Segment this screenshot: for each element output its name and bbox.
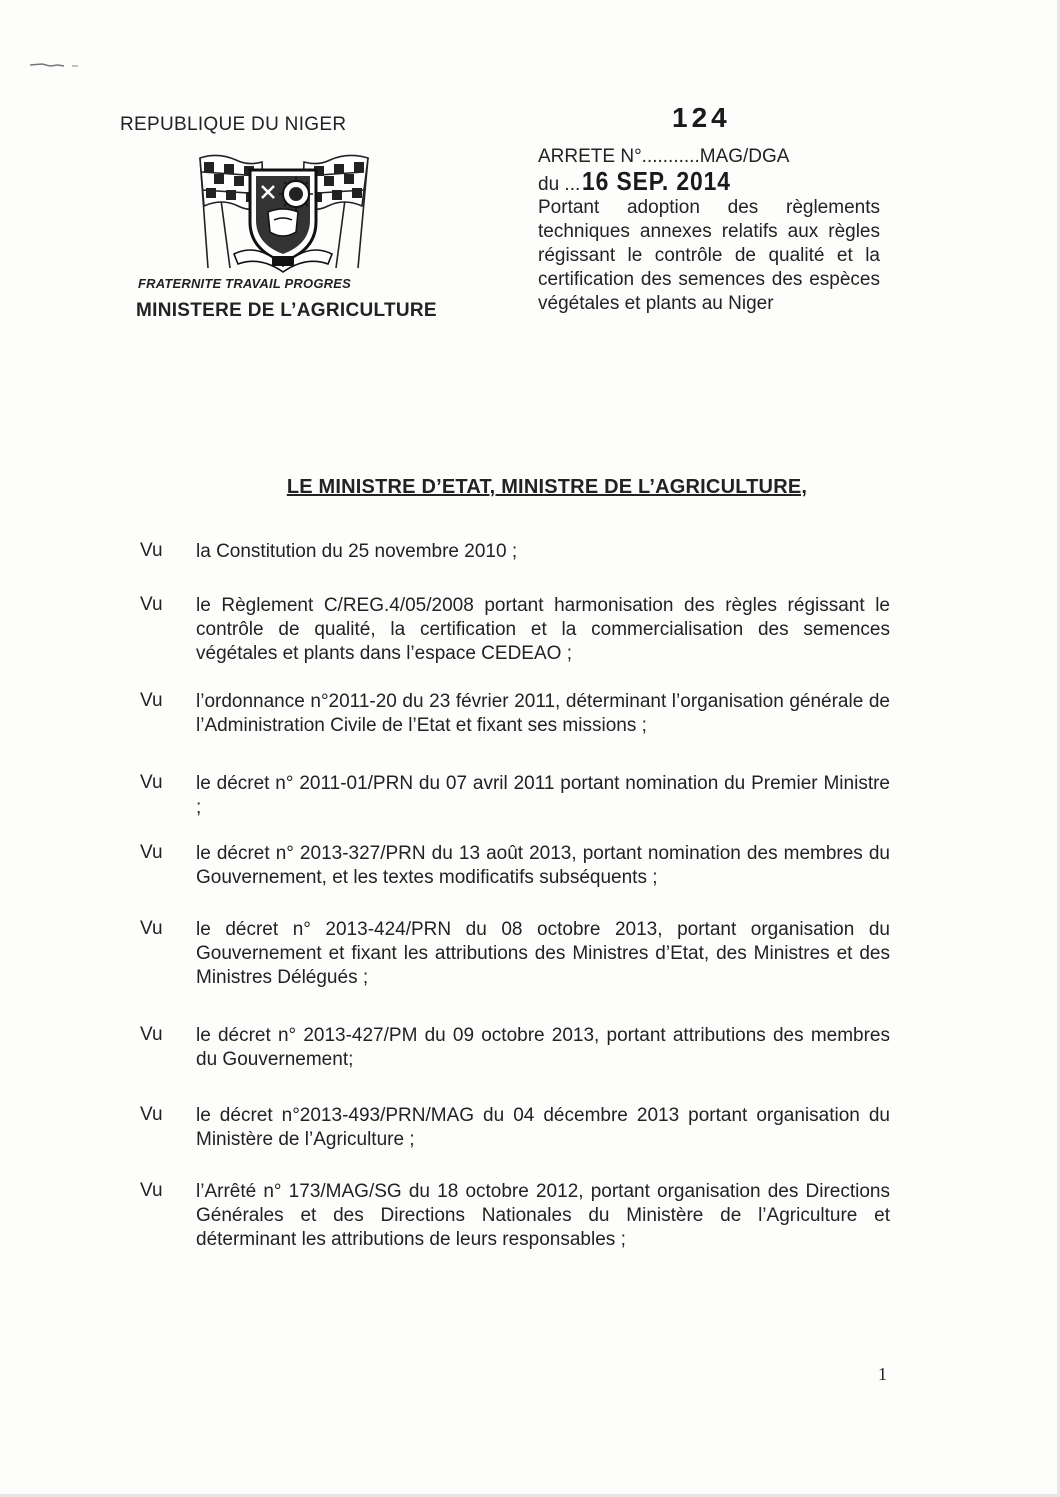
consideration-text: l’Arrêté n° 173/MAG/SG du 18 octobre 2012, portant organisation des Directions Générales et des Directions Nationales du Ministère de l’Agriculture et déterminant les attributions de leurs responsables ; (196, 1181, 890, 1250)
coat-of-arms-emblem (178, 150, 388, 274)
consideration-label: Vu (140, 1024, 163, 1045)
consideration-label: Vu (140, 540, 163, 561)
consideration-text: le décret n° 2013-427/PM du 09 octobre 2013, portant attributions des membres du Gouvernement; (196, 1025, 890, 1070)
consideration-text: la Constitution du 25 novembre 2010 ; (196, 541, 518, 562)
consideration-text: l’ordonnance n°2011-20 du 23 février 2011, déterminant l’organisation générale de l’Administration Civile de l’Etat et fixant ses missions ; (196, 691, 890, 736)
consideration-label: Vu (140, 918, 163, 939)
consideration-label: Vu (140, 772, 163, 793)
order-date-line (538, 166, 751, 197)
national-motto: FRATERNITE TRAVAIL PROGRES (138, 276, 351, 291)
date-prefix: du ... (538, 174, 581, 195)
republic-name: REPUBLIQUE DU NIGER (120, 114, 347, 135)
consideration-label: Vu (140, 594, 163, 615)
consideration-label: Vu (140, 842, 163, 863)
consideration-label: Vu (140, 1104, 163, 1125)
document-title: LE MINISTRE D’ETAT, MINISTRE DE L’AGRICULTURE, (286, 476, 808, 498)
scan-mark (28, 60, 80, 70)
order-number-stamp: 124 (672, 102, 731, 133)
order-subject: Portant adoption des règlements techniques annexes relatifs aux règles régissant le contrôle de qualité et la certification des semences des espèces végétales et plants au Niger (538, 197, 880, 314)
ministry-name: MINISTERE DE L’AGRICULTURE (136, 300, 437, 321)
consideration-text: le décret n° 2011-01/PRN du 07 avril 2011 portant nomination du Premier Ministre ; (196, 773, 890, 818)
order-reference: ARRETE N°...........MAG/DGA (538, 146, 790, 167)
consideration-text: le décret n° 2013-424/PRN du 08 octobre 2013, portant organisation du Gouvernement et fixant les attributions des Ministres d’Etat, des Ministres et des Ministres Délégués ; (196, 919, 890, 988)
date-stamp: 16 SEP. 2014 (582, 166, 732, 196)
consideration-label: Vu (140, 690, 163, 711)
consideration-label: Vu (140, 1180, 163, 1201)
consideration-text: le décret n°2013-493/PRN/MAG du 04 décembre 2013 portant organisation du Ministère de l’Agriculture ; (196, 1105, 890, 1150)
consideration-text: le Règlement C/REG.4/05/2008 portant harmonisation des règles régissant le contrôle de qualité, la certification et la commercialisation des semences végétales et plants dans l’espace CEDEAO ; (196, 595, 890, 664)
page-number: 1 (878, 1364, 887, 1384)
consideration-text: le décret n° 2013-327/PRN du 13 août 2013, portant nomination des membres du Gouvernement, et les textes modificatifs subséquents ; (196, 843, 890, 888)
